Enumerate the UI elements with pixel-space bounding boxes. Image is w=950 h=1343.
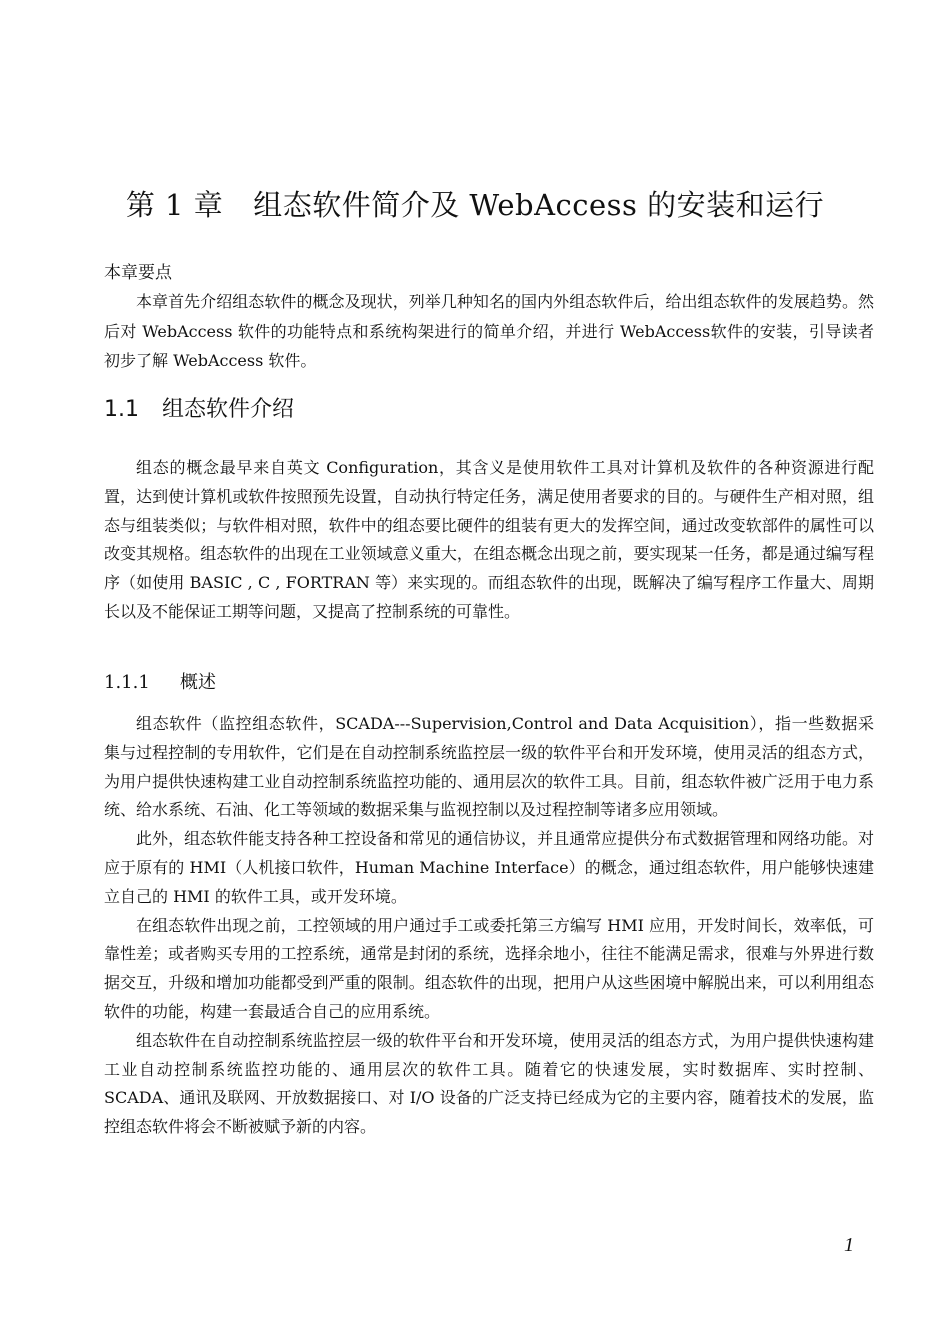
overview-paragraph: 在组态软件出现之前，工控领域的用户通过手工或委托第三方编写 HMI 应用，开发时间长，效率低，可靠性差；或者购买专用的工控系统，通常是封闭的系统，选择余地小，往往不能满足需求，很难与外界进行数据交互，升级和增加功能都受到严重的限制。组态软件的出现，把用户从这些困境中解脱出来，可以利用组态软件的功能，构建一套最适合自己的应用系统。 [104, 915, 874, 1021]
subsection-body [104, 710, 874, 1142]
section-intro-paragraph: 组态的概念最早来自英文 Configuration，其含义是使用软件工具对计算机及软件的各种资源进行配置，达到使计算机或软件按照预先设置，自动执行特定任务，满足使用者要求的目的。与硬件生产相对照，组态与组装类似；与软件相对照，软件中的组态要比硬件的组装有更大的发挥空间，通过改变软部件的属性可以改变其规格。组态软件的出现在工业领域意义重大，在组态概念出现之前，要实现某一任务，都是通过编写程序（如使用 BASIC , C , FORTRAN 等）来实现的。而组态软件的出现，既解决了编写程序工作量大、周期长以及不能保证工期等问题，又提高了控制系统的可靠性。 [104, 458, 874, 621]
chapter-title [0, 183, 950, 224]
overview-paragraph: 组态软件在自动控制系统监控层一级的软件平台和开发环境，使用灵活的组态方式，为用户提供快速构建工业自动控制系统监控功能的、通用层次的软件工具。随着它的快速发展，实时数据库、实时控制、SCADA、通讯及联网、开放数据接口、对 I/O 设备的广泛支持已经成为它的主要内容，随着技术的发展，监控组态软件将会不断被赋予新的内容。 [104, 1030, 874, 1137]
overview-paragraph: 此外，组态软件能支持各种工控设备和常见的通信协议，并且通常应提供分布式数据管理和网络功能。对应于原有的 HMI（人机接口软件，Human Machine Interface）的概念，通过组态软件，用户能够快速建立自己的 HMI 的软件工具，或开发环境。 [104, 829, 874, 906]
chapter-title-text: 组态软件简介及 WebAccess 的安装和运行 [253, 188, 825, 222]
key-points-heading: 本章要点 [104, 263, 172, 283]
subsection-number: 1.1.1 [104, 672, 150, 693]
section-title: 组态软件介绍 [162, 397, 295, 422]
subsection-title: 概述 [180, 672, 216, 693]
section-heading [104, 392, 294, 423]
subsection-heading [104, 668, 216, 694]
key-points-text: 本章首先介绍组态软件的概念及现状，列举几种知名的国内外组态软件后，给出组态软件的发展趋势。然后对 WebAccess 软件的功能特点和系统构架进行的简单介绍，并进行 WebAccess软件的安装，引导读者初步了解 WebAccess 软件。 [104, 292, 874, 370]
overview-paragraph: 组态软件（监控组态软件，SCADA---Supervision,Control and Data Acquisition），指一些数据采集与过程控制的专用软件，它们是在自动控制系统监控层一级的软件平台和开发环境，使用灵活的组态方式，为用户提供快速构建工业自动控制系统监控功能的、通用层次的软件工具。目前，组态软件被广泛用于电力系统、给水系统、石油、化工等领域的数据采集与监视控制以及过程控制等诸多应用领域。 [104, 714, 874, 820]
section-number: 1.1 [104, 397, 139, 422]
chapter-number: 第 1 章 [125, 188, 224, 222]
page-number: 1 [844, 1234, 854, 1256]
